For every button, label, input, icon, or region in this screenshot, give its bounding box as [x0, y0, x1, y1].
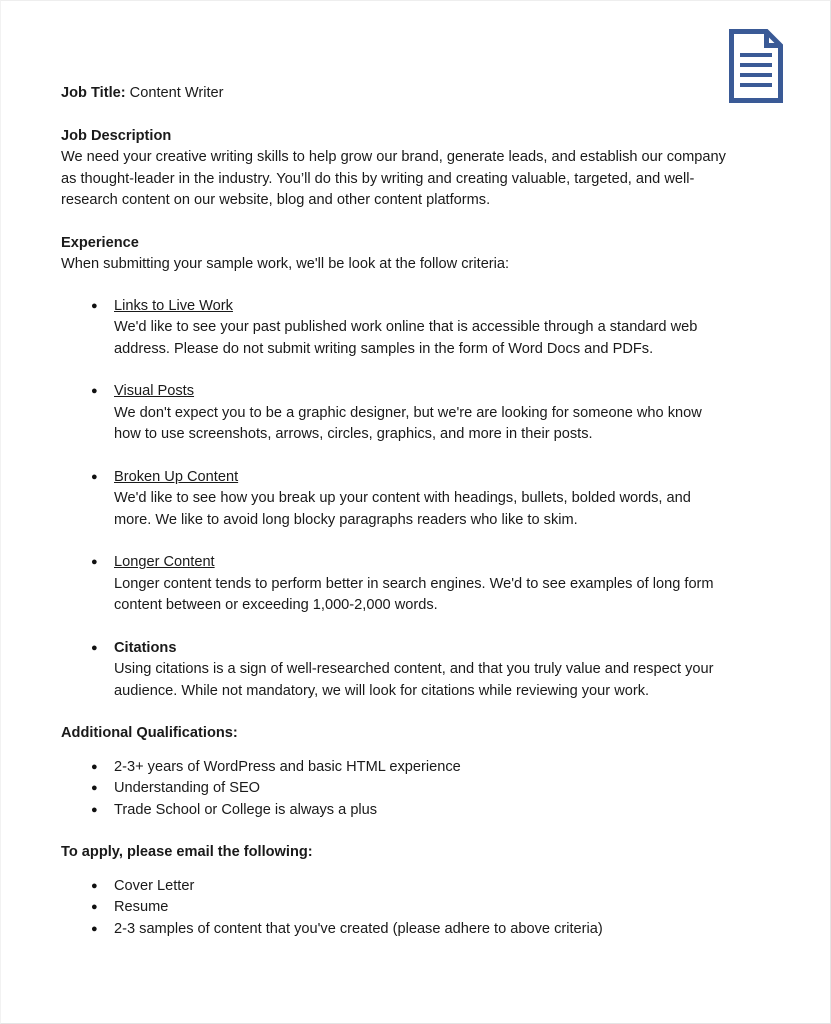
list-item: ● Resume: [61, 897, 729, 919]
list-item: [61, 381, 729, 446]
to-apply-heading: To apply, please email the following:: [61, 844, 313, 860]
job-title-label: Job Title:: [61, 85, 126, 101]
list-item: ● Cover Letter: [61, 876, 729, 898]
experience-heading: Experience: [61, 234, 139, 251]
criterion-title: Broken Up Content: [114, 468, 239, 485]
criterion-description: Longer content tends to perform better in search engines. We'd to see examples of long form content between or exceeding 1,000-2,000 words.: [114, 575, 714, 613]
job-description-heading: Job Description: [61, 127, 172, 144]
spacer: [61, 702, 729, 723]
list-item: [61, 638, 729, 703]
list-item: ● Understanding of SEO: [61, 778, 729, 800]
to-apply-list: [61, 876, 729, 941]
document-file-icon: [727, 28, 785, 104]
list-item: ● 2-3 samples of content that you've created (please adhere to above criteria): [61, 919, 729, 941]
list-item: [61, 296, 729, 361]
job-title-value: Content Writer: [129, 85, 224, 101]
criterion-title: Longer Content: [114, 554, 215, 570]
criterion-description: We'd like to see how you break up your content with headings, bullets, bolded words, and more. We like to avoid long blocky paragraphs readers who like to skim.: [114, 490, 691, 528]
spacer: [61, 212, 729, 233]
criterion-description: Using citations is a sign of well-researched content, and that you truly value and respect your audience. While not mandatory, we will look for citations while reviewing your work.: [114, 661, 714, 699]
spacer: [61, 105, 729, 126]
list-item: [61, 552, 729, 617]
spacer: [61, 821, 729, 842]
additional-qualifications-list: [61, 757, 729, 822]
list-item: ● Trade School or College is always a plus: [61, 800, 729, 822]
criterion-title: Citations: [114, 639, 177, 656]
list-item: [61, 467, 729, 532]
experience-criteria-list: [61, 296, 729, 703]
spacer: [61, 276, 729, 296]
criterion-title: Visual Posts: [114, 383, 195, 399]
job-description-body: We need your creative writing skills to help grow our brand, generate leads, and establish our company as thought-leader in the industry. You’ll do this by writing and creating valuable, targeted, and well-research content on our website, blog and other content platforms.: [61, 149, 726, 208]
job-title-line: [61, 1, 729, 105]
criterion-title: Links to Live Work: [114, 297, 233, 314]
spacer: [61, 864, 729, 876]
additional-qualifications-heading: Additional Qualifications:: [61, 725, 238, 741]
experience-intro: When submitting your sample work, we'll be look at the follow criteria:: [61, 256, 510, 272]
criterion-description: We don't expect you to be a graphic designer, but we're are looking for someone who know how to use screenshots, arrows, circles, graphics, and more in their posts.: [114, 404, 702, 442]
document-content: [61, 1, 729, 940]
criterion-description: We'd like to see your past published work online that is accessible through a standard web address. Please do not submit writing samples in the form of Word Docs and PDFs.: [114, 319, 698, 357]
spacer: [61, 745, 729, 757]
list-item: ● 2-3+ years of WordPress and basic HTML experience: [61, 757, 729, 779]
